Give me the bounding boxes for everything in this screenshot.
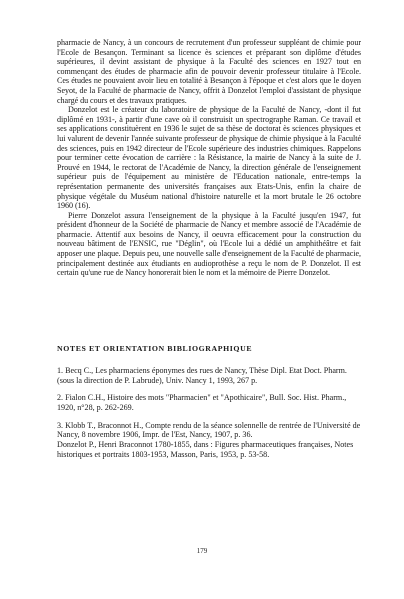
reference-item: 1. Becq C., Les pharmaciens éponymes des rues de Nancy, Thèse Dipl. Etat Doct. Pharm. (sous la direction de P. Labrude), Univ. Nancy 1, 1993, 267 p. [57, 366, 347, 385]
paragraph-1: pharmacie de Nancy, à un concours de recrutement d'un professeur suppléant de chimie pour l'Ecole de Besançon. Terminant sa licence ès sciences et préparant son diplôme d'études supérieures, il devint assistant de physique à la Faculté des sciences en 1927 tout en commençant des études de pharmacie afin de pouvoir devenir professeur titulaire à l'Ecole. Ces études ne pouvaient avoir lieu en totalité à Besançon à l'époque et c'est alors que le doyen Seyot, de la Faculté de pharmacie de Nancy, offrit à Donzelot l'emploi d'assistant de physique chargé du cours et des travaux pratiques. [57, 38, 361, 105]
body-text [57, 38, 361, 278]
reference-item: 3. Klobb T., Braconnot H., Compte rendu de la séance solennelle de rentrée de l'Université de Nancy, 8 novembre 1906, Impr. de l'Est, Nancy, 1907, p. 36. [57, 420, 361, 440]
paragraph-2: Donzelot est le créateur du laboratoire de physique de la Faculté de Nancy, -dont il fut diplômé en 1931-, à partir d'une cave où il construisit un spectrographe Raman. Ce travail et ses applications constituèrent en 1936 le sujet de sa thèse de doctorat ès sciences physiques et lui valurent de devenir l'année suivante professeur de physique de chimie physique à la Faculté des sciences, puis en 1942 directeur de l'Ecole supérieure des industries chimiques. Rappelons pour terminer cette évocation de carrière : la Résistance, la mairie de Nancy à la suite de J. Prouvé en 1944, le rectorat de l'Académie de Nancy, la direction générale de l'enseignement supérieur puis de l'équipement au ministère de l'Education nationale, entre-temps la représentation permanente des universités françaises aux Etats-Unis, enfin la chaire de physique végétale du Muséum national d'histoire naturelle et la mort brutale le 26 octobre 1960 (16). [57, 105, 361, 211]
page-number: 179 [196, 547, 208, 555]
reference-list [57, 366, 361, 467]
reference-item: Donzelot P., Henri Braconnot 1780-1855, dans : Figures pharmaceutiques françaises, Notes historiques et portraits 1803-1953, Masson, Paris, 1953, p. 53-58. [57, 439, 354, 459]
reference-item: 2. Fialon C.H., Histoire des mots "Pharmacien" et "Apothicaire", Bull. Soc. Hist. Pharm., 1920, n°28, p. 262-269. [57, 393, 347, 412]
section-heading: NOTES ET ORIENTATION BIBLIOGRAPHIQUE [57, 344, 253, 353]
paragraph-3: Pierre Donzelot assura l'enseignement de la physique à la Faculté jusqu'en 1947, fut président d'honneur de la Société de pharmacie de Nancy et membre associé de l'Académie de pharmacie. Attentif aux besoins de Nancy, il oeuvra efficacement pour la construction du nouveau bâtiment de l'ENSIC, rue "Déglin", où l'Ecole lui a dédié un amphithéâtre et fait apposer une plaque. Depuis peu, une nouvelle salle d'enseignement de la Faculté de pharmacie, principalement destinée aux étudiants en audioprothèse a reçu le nom de P. Donzelot. Il est certain qu'une rue de Nancy honorerait bien le nom et la mémoire de Pierre Donzelot. [57, 210, 361, 278]
